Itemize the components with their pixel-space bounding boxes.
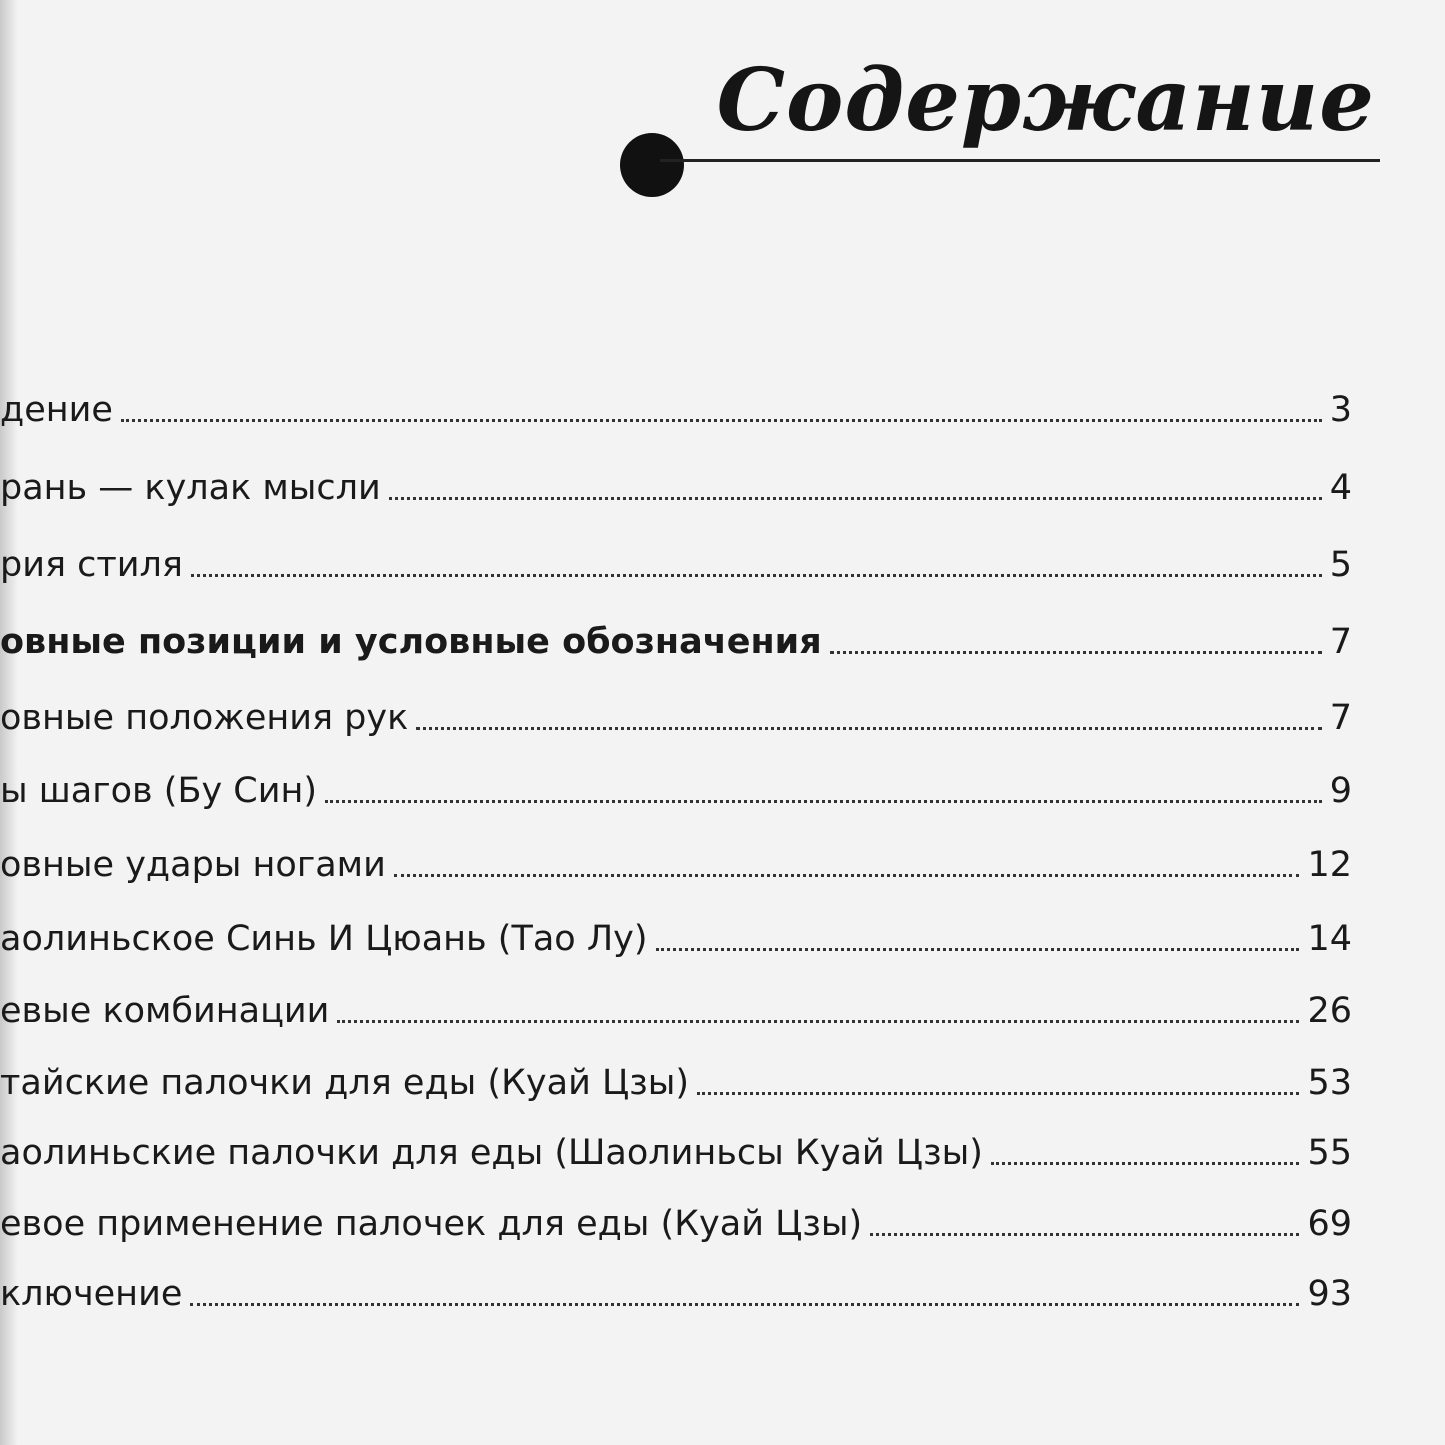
toc-entry-page: 93 <box>1307 1274 1352 1314</box>
toc-entry-page: 53 <box>1307 1063 1352 1103</box>
toc-leader-dots <box>389 497 1322 500</box>
toc-leader-dots <box>121 419 1322 422</box>
toc-entry-page: 26 <box>1307 991 1352 1031</box>
toc-entry-5[interactable] <box>0 696 1352 740</box>
toc-leader-dots <box>394 874 1300 877</box>
toc-entry-page: 55 <box>1307 1133 1352 1173</box>
toc-entry-2[interactable] <box>0 466 1352 510</box>
toc-entry-label: тайские палочки для еды (Куай Цзы) <box>0 1063 690 1103</box>
toc-entry-3[interactable] <box>0 543 1352 587</box>
toc-entry-8[interactable] <box>0 917 1352 961</box>
toc-entry-7[interactable] <box>0 843 1352 887</box>
toc-entry-page: 14 <box>1307 919 1352 959</box>
toc-leader-dots <box>870 1233 1299 1236</box>
toc-leader-dots <box>325 800 1322 803</box>
toc-entry-page: 5 <box>1329 545 1352 585</box>
toc-entry-label: ключение <box>0 1274 183 1314</box>
toc-entry-label: дение <box>0 390 113 430</box>
toc-leader-dots <box>697 1092 1299 1095</box>
toc-leader-dots <box>830 651 1322 654</box>
toc-leader-dots <box>991 1162 1300 1165</box>
toc-entry-1[interactable] <box>0 388 1352 432</box>
toc-entry-label: рань — кулак мысли <box>0 468 381 508</box>
toc-entry-label: евые комбинации <box>0 991 330 1031</box>
toc-leader-dots <box>337 1020 1299 1023</box>
toc-entry-4[interactable] <box>0 620 1352 664</box>
toc-entry-page: 4 <box>1329 468 1352 508</box>
toc-entry-label: ы шагов (Бу Син) <box>0 771 318 811</box>
toc-entry-label: аолиньские палочки для еды (Шаолиньсы Куай Цзы) <box>0 1133 983 1173</box>
toc-entry-10[interactable] <box>0 1061 1352 1105</box>
toc-leader-dots <box>416 727 1321 730</box>
toc-leader-dots <box>190 1303 1299 1306</box>
toc-entry-label: аолиньское Синь И Цюань (Тао Лу) <box>0 919 648 959</box>
toc-entry-12[interactable] <box>0 1202 1352 1246</box>
toc-entry-page: 7 <box>1329 622 1352 662</box>
page-title: Содержание <box>716 50 1375 151</box>
toc-entry-label: овные положения рук <box>0 698 409 738</box>
toc-entry-11[interactable] <box>0 1131 1352 1175</box>
toc-entry-6[interactable] <box>0 769 1352 813</box>
toc-entry-13[interactable] <box>0 1272 1352 1316</box>
toc-leader-dots <box>656 948 1300 951</box>
toc-entry-page: 3 <box>1329 390 1352 430</box>
toc-entry-label: овные удары ногами <box>0 845 386 885</box>
toc-entry-page: 69 <box>1307 1204 1352 1244</box>
toc-leader-dots <box>191 574 1322 577</box>
toc-entry-page: 9 <box>1329 771 1352 811</box>
toc-entry-page: 7 <box>1329 698 1352 738</box>
toc-entry-label: рия стиля <box>0 545 183 585</box>
toc-entry-9[interactable] <box>0 989 1352 1033</box>
toc-entry-label: овные позиции и условные обозначения <box>0 622 822 662</box>
toc-entry-label: евое применение палочек для еды (Куай Цзы) <box>0 1204 863 1244</box>
toc-entry-page: 12 <box>1307 845 1352 885</box>
